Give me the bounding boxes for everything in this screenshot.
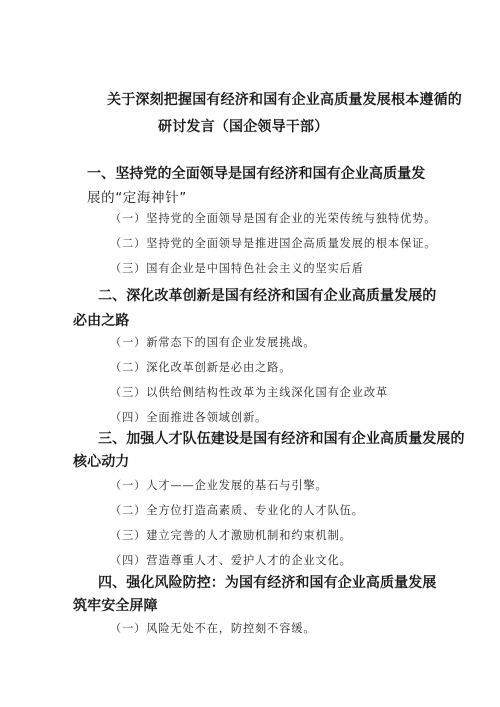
section-2-item-4: （四）全面推进各领域创新。 — [110, 411, 268, 424]
section-3-item-1: （一）人才——企业发展的基石与引擎。 — [110, 479, 328, 492]
section-1-heading-cont: 展的“定海神针” — [87, 190, 187, 206]
document-title-line-1: 关于深刻把握国有经济和国有企业高质量发展根本遵循的 — [107, 92, 462, 108]
document-title-line-2: 研讨发言（国企领导干部） — [158, 119, 329, 135]
section-2-heading: 二、深化改革创新是国有经济和国有企业高质量发展的 — [98, 288, 437, 304]
section-4-item-1: （一）风险无处不在，防控刻不容缓。 — [110, 622, 316, 635]
section-4-heading: 四、强化风险防控：为国有经济和国有企业高质量发展 — [98, 575, 437, 591]
section-1-item-1: （一）坚持党的全面领导是国有企业的光荣传统与独特优势。 — [110, 212, 437, 225]
section-3-heading-cont: 核心动力 — [73, 454, 130, 470]
section-1-item-2: （二）坚持党的全面领导是推进国企高质量发展的根本保证。 — [110, 237, 437, 250]
section-3-item-4: （四）营造尊重人才、爱护人才的企业文化。 — [110, 554, 352, 567]
section-3-item-3: （三）建立完善的人才激励机制和约束机制。 — [110, 529, 352, 542]
section-2-item-2: （二）深化改革创新是必由之路。 — [110, 361, 292, 374]
section-1-item-3: （三）国有企业是中国特色社会主义的坚实后盾 — [110, 262, 364, 275]
section-4-heading-cont: 筑牢安全屏障 — [73, 598, 158, 614]
section-1-heading: 一、坚持党的全面领导是国有经济和国有企业高质量发 — [87, 166, 426, 182]
section-2-item-3: （三）以供给侧结构性改革为主线深化国有企业改革 — [110, 386, 389, 399]
section-3-item-2: （二）全方位打造高素质、专业化的人才队伍。 — [110, 504, 364, 517]
section-2-item-1: （一）新常态下的国有企业发展挑战。 — [110, 336, 316, 349]
section-2-heading-cont: 必由之路 — [73, 313, 130, 329]
section-3-heading: 三、加强人才队伍建设是国有经济和国有企业高质量发展的 — [98, 431, 465, 447]
